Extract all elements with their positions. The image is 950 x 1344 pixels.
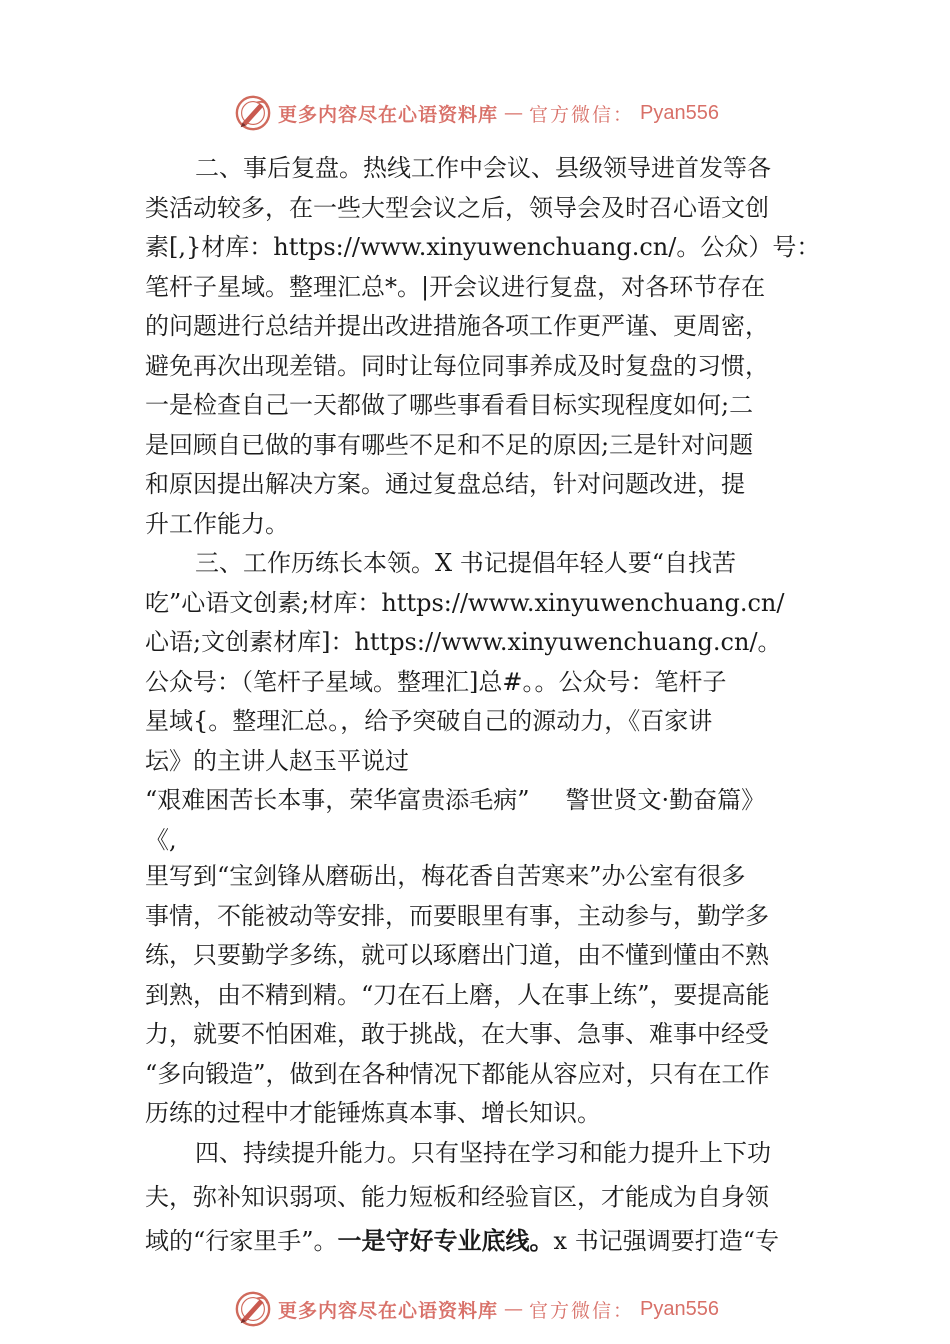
paragraph-line: 笔杆子星域。整理汇总*。|开会议进行复盘，对各环节存在 (145, 272, 766, 301)
paragraph-line: 公众号：（笔杆子星域。整理汇]总#。。公众号：笔杆子 (145, 667, 727, 696)
paragraph-line: 到熟，由不精到精。“刀在石上磨，人在事上练”，要提高能 (145, 980, 770, 1009)
footer-banner (234, 1289, 719, 1329)
paragraph-line: 升工作能力。 (145, 509, 289, 538)
paragraph-line: 三、工作历练长本领。X 书记提倡年轻人要“自找苦 (195, 549, 736, 577)
paragraph-line: 事情，不能被动等安排，而要眼里有事，主动参与，勤学多 (145, 901, 769, 930)
paragraph-line: 坛》的主讲人赵玉平说过 (145, 746, 409, 775)
paragraph-line: 一是检查自己一天都做了哪些事看看目标实现程度如何;二 (145, 391, 754, 419)
paragraph-line: 的问题进行总结并提出改进措施各项工作更严谨、更周密， (145, 312, 769, 340)
paragraph-line: 和原因提出解决方案。通过复盘总结，针对问题改进，提 (145, 470, 745, 498)
line-text-pre: 域的“行家里手”。 (145, 1226, 338, 1255)
pen-logo-icon (234, 94, 272, 132)
paragraph-line: 素[,}材库：https://www.xinyuwenchuang.cn/。公众）号： (145, 233, 821, 261)
paragraph-line: 力，就要不怕困难，敢于挑战，在大事、急事、难事中经受 (145, 1020, 769, 1048)
pen-logo-icon (234, 1290, 272, 1328)
paragraph-line: 练，只要勤学多练，就可以琢磨出门道，由不懂到懂由不熟 (145, 941, 769, 969)
brand-text: 更多内容尽在心语资料库 (278, 1299, 499, 1322)
line-text-post: x 书记强调要打造“专 (553, 1226, 779, 1255)
wechat-label: 官方微信： (529, 103, 635, 126)
document-body-continued (145, 857, 815, 1261)
paragraph-line: 历练的过程中才能锤炼真本事、增长知识。 (145, 1099, 601, 1127)
wechat-label: 官方微信： (529, 1299, 635, 1322)
header-banner (234, 93, 719, 133)
paragraph-line (145, 1222, 815, 1262)
paragraph-line: 星域{。整理汇总。，给予突破自己的源动力，《百家讲 (145, 707, 713, 735)
quote-left: “艰难困苦长本事，荣华富贵添毛病” (145, 786, 530, 814)
paragraph-line: 类活动较多，在一些大型会议之后，领导会及时召心语文创 (145, 193, 769, 222)
paragraph-line: 里写到“宝剑锋从磨砺出，梅花香自苦寒来”办公室有很多 (145, 862, 746, 890)
paragraph-line: 夫，弥补知识弱项、能力短板和经验盲区，才能成为自身领 (145, 1182, 769, 1211)
quote-line (145, 781, 815, 821)
paragraph-line: 四、持续提升能力。只有坚持在学习和能力提升上下功 (195, 1138, 771, 1167)
brand-text: 更多内容尽在心语资料库 (278, 103, 499, 126)
paragraph-line: 避免再次出现差错。同时让每位同事养成及时复盘的习惯， (145, 351, 769, 380)
document-body (145, 149, 821, 897)
bold-heading: 一是守好专业底线。 (337, 1226, 554, 1255)
paragraph-line: 二、事后复盘。热线工作中会议、县级领导进首发等各 (195, 154, 771, 182)
wechat-id: Pyan556 (640, 101, 719, 124)
quote-tail: 《, (145, 825, 177, 854)
wechat-id: Pyan556 (640, 1297, 719, 1320)
banner-dash: — (504, 102, 524, 124)
paragraph-line: “多向锻造”，做到在各种情况下都能从容应对，只有在工作 (145, 1059, 770, 1088)
paragraph-line: 吃”心语文创素;材库：https://www.xinyuwenchuang.cn/ (145, 588, 785, 617)
paragraph-line: 是回顾自已做的事有哪些不足和不足的原因;三是针对问题 (145, 430, 754, 459)
paragraph-line: 心语;文创素材库]：https://www.xinyuwenchuang.cn/。 (145, 628, 782, 656)
banner-dash: — (504, 1298, 524, 1320)
quote-right: 警世贤文·勤奋篇》 (565, 786, 766, 814)
